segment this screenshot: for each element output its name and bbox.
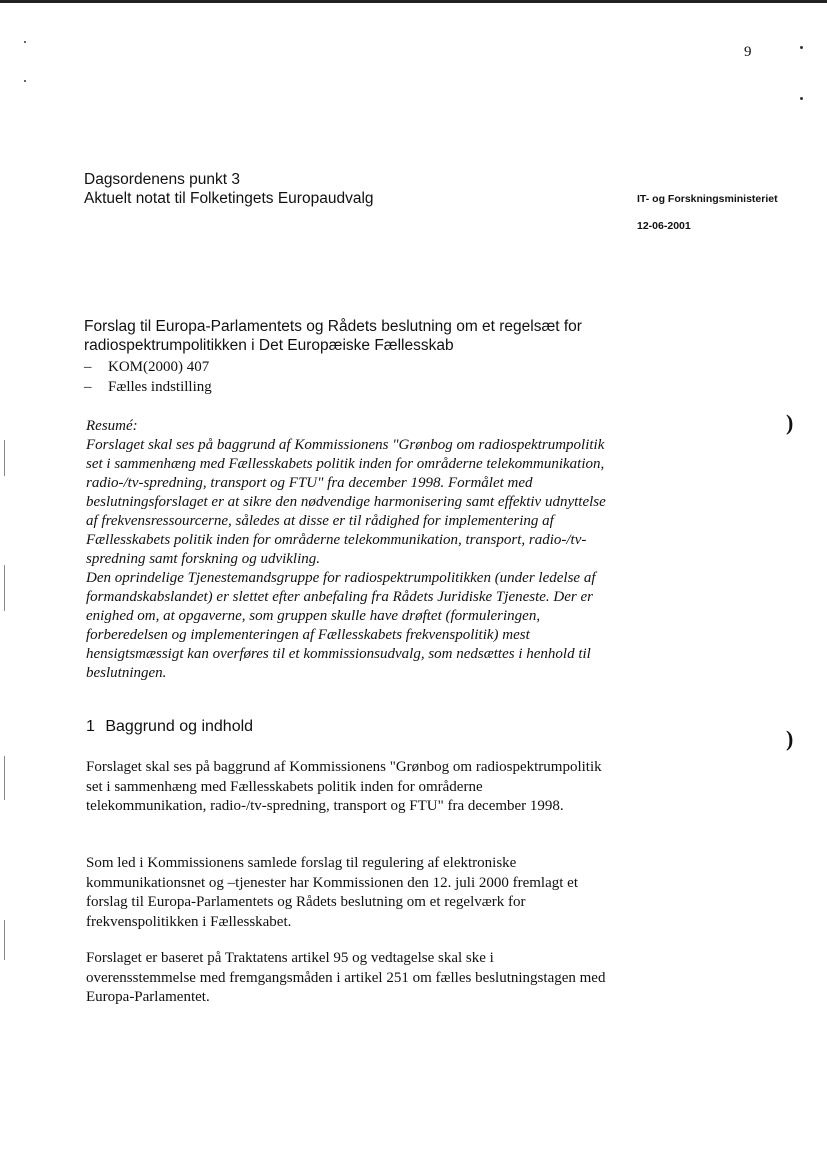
scan-speck [800,46,803,49]
reference-item [84,357,212,377]
section-title: Baggrund og indhold [105,718,254,735]
dash-bullet: – [84,379,92,395]
document-date: 12-06-2001 [637,220,691,232]
body-paragraph: Forslaget er baseret på Traktatens artikel 95 og vedtagelse skal ske i overensstemmelse med fremgangsmåden i artikel 251 om fælles beslutningstagen med Europa-Parlamentet. [86,950,606,1005]
section-heading [86,718,253,736]
scan-mark-paren: ) [786,410,794,435]
scan-edge-mark [4,565,5,611]
resume-paragraph: Forslaget skal ses på baggrund af Kommissionens "Grønbog om radiospektrumpolitik set i sammenhæng med Fællesskabets politik inden for områderne telekommunikation, radio-/tv-spredning, transport og FTU" fra december 1998. Formålet med beslutningsforslaget er at sikre den nødvendige harmonisering samt effektiv udnyttelse af frekvensressourcerne, således at disse er til rådighed for implementering af Fællesskabets politik inden for områderne telekommunikation, transport, radio-/tv-spredning samt forskning og udvikling. [86,437,606,567]
resume-block [86,417,606,683]
body-paragraph: Forslaget skal ses på baggrund af Kommissionens "Grønbog om radiospektrumpolitik set i sammenhæng med Fællesskabets politik inden for områderne telekommunikation, radio-/tv-spredning, transport og FTU" fra december 1998. [86,759,602,814]
scan-edge-mark [4,920,5,960]
scan-speck [24,41,26,43]
scan-edge-mark [4,756,5,800]
scan-top-border [0,0,827,3]
scan-speck [800,97,803,100]
scan-edge-mark [4,440,5,476]
reference-list [84,357,212,397]
agenda-header [84,170,374,208]
proposal-title: Forslag til Europa-Parlamentets og Rådets beslutning om et regelsæt for radiospektrumpolitikken i Det Europæiske Fællesskab [84,318,582,354]
reference-item [84,377,212,397]
resume-paragraph: Den oprindelige Tjenestemandsgruppe for radiospektrumpolitikken (under ledelse af formandskabslandet) er slettet efter anbefaling fra Rådets Juridiske Tjeneste. Der er enighed om, at opgaverne, som gruppen skulle have drøftet (formuleringen, forberedelsen og implementeringen af Fællesskabets frekvenspolitik) mest hensigtsmæssigt kan overføres til et kommissionsudvalg, som nedsættes i henhold til beslutningen. [86,570,596,681]
reference-text: Fælles indstilling [108,379,212,395]
dash-bullet: – [84,359,92,375]
body-paragraph: Som led i Kommissionens samlede forslag til regulering af elektroniske kommunikationsnet og –tjenester har Kommissionen den 12. juli 2000 fremlagt et forslag til Europa-Parlamentets og Rådets beslutning om et regelværk for frekvenspolitikken i Fællesskabet. [86,855,578,930]
page-number: 9 [744,44,752,60]
resume-heading: Resumé: [86,418,138,434]
ministry-name: IT- og Forskningsministeriet [637,193,778,205]
agenda-item-line: Dagsordenens punkt 3 [84,171,240,188]
section-number: 1 [86,718,95,735]
scan-mark-paren: ) [786,726,794,751]
scan-speck [24,80,26,82]
reference-text: KOM(2000) 407 [108,359,210,375]
agenda-subtitle-line: Aktuelt notat til Folketingets Europaudvalg [84,190,374,207]
